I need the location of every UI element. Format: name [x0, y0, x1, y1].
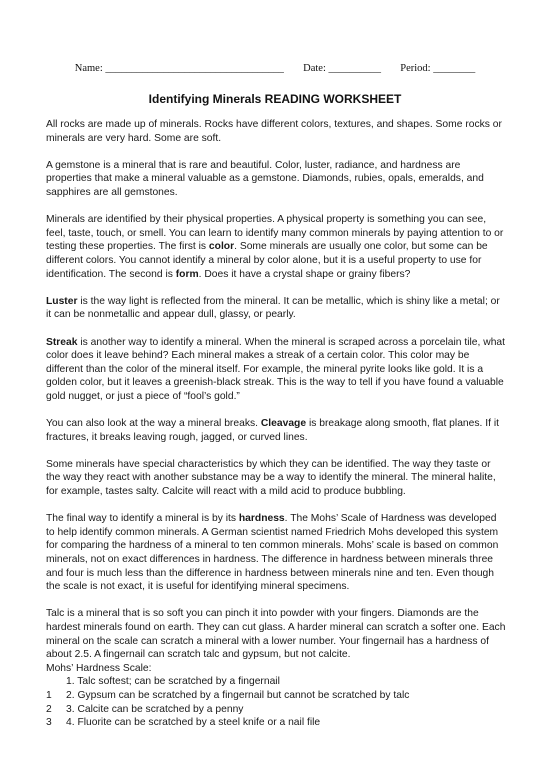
name-blank: __________________________________: [105, 63, 284, 74]
paragraph-gemstones: A gemstone is a mineral that is rare and beautiful. Color, luster, radiance, and hardness are properties that make a mineral valuable as a gemstone. Diamonds, rubies, opals, emeralds, and sapphires are all gemstones.: [46, 159, 484, 198]
term-streak: Streak: [46, 336, 78, 348]
period-label: Period:: [400, 63, 431, 74]
scale-item-number: 3: [46, 717, 52, 729]
paragraph-streak: Streak is another way to identify a mineral. When the mineral is scraped across a porcelain tile, what color does it leave behind? Each mineral makes a streak of a certain color. This color may be different than the color of the mineral itself. For example, the mineral pyrite looks like gold. It is a golden color, but it leaves a greenish-black streak. This is the way to tell if you have found a valuable gold nugget, or just a piece of “fool’s gold.”: [46, 336, 506, 402]
name-label: Name:: [74, 63, 103, 74]
mohs-scale-heading: Mohs’ Hardness Scale:: [46, 662, 152, 674]
paragraph-luster: Luster is the way light is reflected from the mineral. It can be metallic, which is shiny like a metal; or it can be nonmetallic and appear dull, glassy, or pearly.: [46, 295, 500, 321]
worksheet-title: Identifying Minerals READING WORKSHEET: [148, 92, 402, 106]
scale-item-number: 2: [46, 703, 52, 715]
paragraph-physical-properties: Minerals are identified by their physical properties. A physical property is something you can see, feel, taste, touch, or smell. You can learn to identify many common minerals by paying attention to or testing these properties. The first is color. Some minerals are usually one color, but some can be different colors. You cannot identify a mineral by color alone, but it is a useful property to use for identification. The second is form. Does it have a crystal shape or grainy fibers?: [46, 214, 504, 280]
mohs-scale-item: [46, 716, 506, 730]
term-color: color: [208, 241, 235, 253]
term-form: form: [175, 268, 199, 280]
scale-item-number: 1: [46, 689, 52, 701]
term-luster: Luster: [46, 295, 78, 307]
scale-item-text: 4. Fluorite can be scratched by a steel knife or a nail file: [66, 717, 321, 729]
paragraph-cleavage: You can also look at the way a mineral breaks. Cleavage is breakage along smooth, flat planes. If it fractures, it breaks leaving rough, jagged, or curved lines.: [46, 418, 499, 443]
student-info-header: [0, 63, 550, 74]
date-label: Date:: [303, 63, 326, 74]
scale-item-text: 2. Gypsum can be scratched by a fingernail but cannot be scratched by talc: [66, 689, 410, 701]
scale-item-text: 1. Talc softest; can be scratched by a fingernail: [66, 676, 280, 688]
mohs-scale-item: [46, 675, 506, 689]
date-blank: __________: [328, 63, 382, 74]
term-hardness: hardness: [238, 513, 285, 525]
paragraph-hardness: The final way to identify a mineral is by its hardness. The Mohs’ Scale of Hardness was developed to help identify common minerals. A German scientist named Friedrich Mohs developed this system for comparing the hardness of a mineral to ten common minerals. Mohs’ scale is based on common minerals, not on exact differences in hardness. The difference in hardness between minerals three and four is much less than the difference in hardness between minerals nine and ten. Even though the scale is not exact, it is useful for identifying mineral specimens.: [46, 513, 499, 593]
paragraph-talc-diamond: Talc is a mineral that is so soft you can pinch it into powder with your fingers. Diamonds are the hardest minerals found on earth. They can cut glass. A harder mineral can scratch a softer one. Each mineral on the scale can scratch a mineral with a lower number. Your fingernail has a hardness of about 2.5. A fingernail can scratch talc and gypsum, but not calcite.: [46, 608, 506, 661]
mohs-scale-item: [46, 703, 506, 717]
scale-item-text: 3. Calcite can be scratched by a penny: [66, 703, 244, 715]
term-cleavage: Cleavage: [260, 418, 307, 430]
reading-body: [46, 118, 506, 730]
mohs-scale-item: [46, 689, 506, 703]
paragraph-special-characteristics: Some minerals have special characteristics by which they can be identified. The way they taste or the way they react with another substance may be a way to identify the mineral. The mineral halite, for example, tastes salty. Calcite will react with a mild acid to produce bubbling.: [46, 458, 496, 498]
paragraph-rocks: All rocks are made up of minerals. Rocks have different colors, textures, and shapes. Some rocks or minerals are very hard. Some are soft.: [46, 119, 502, 144]
period-blank: ________: [433, 63, 476, 74]
